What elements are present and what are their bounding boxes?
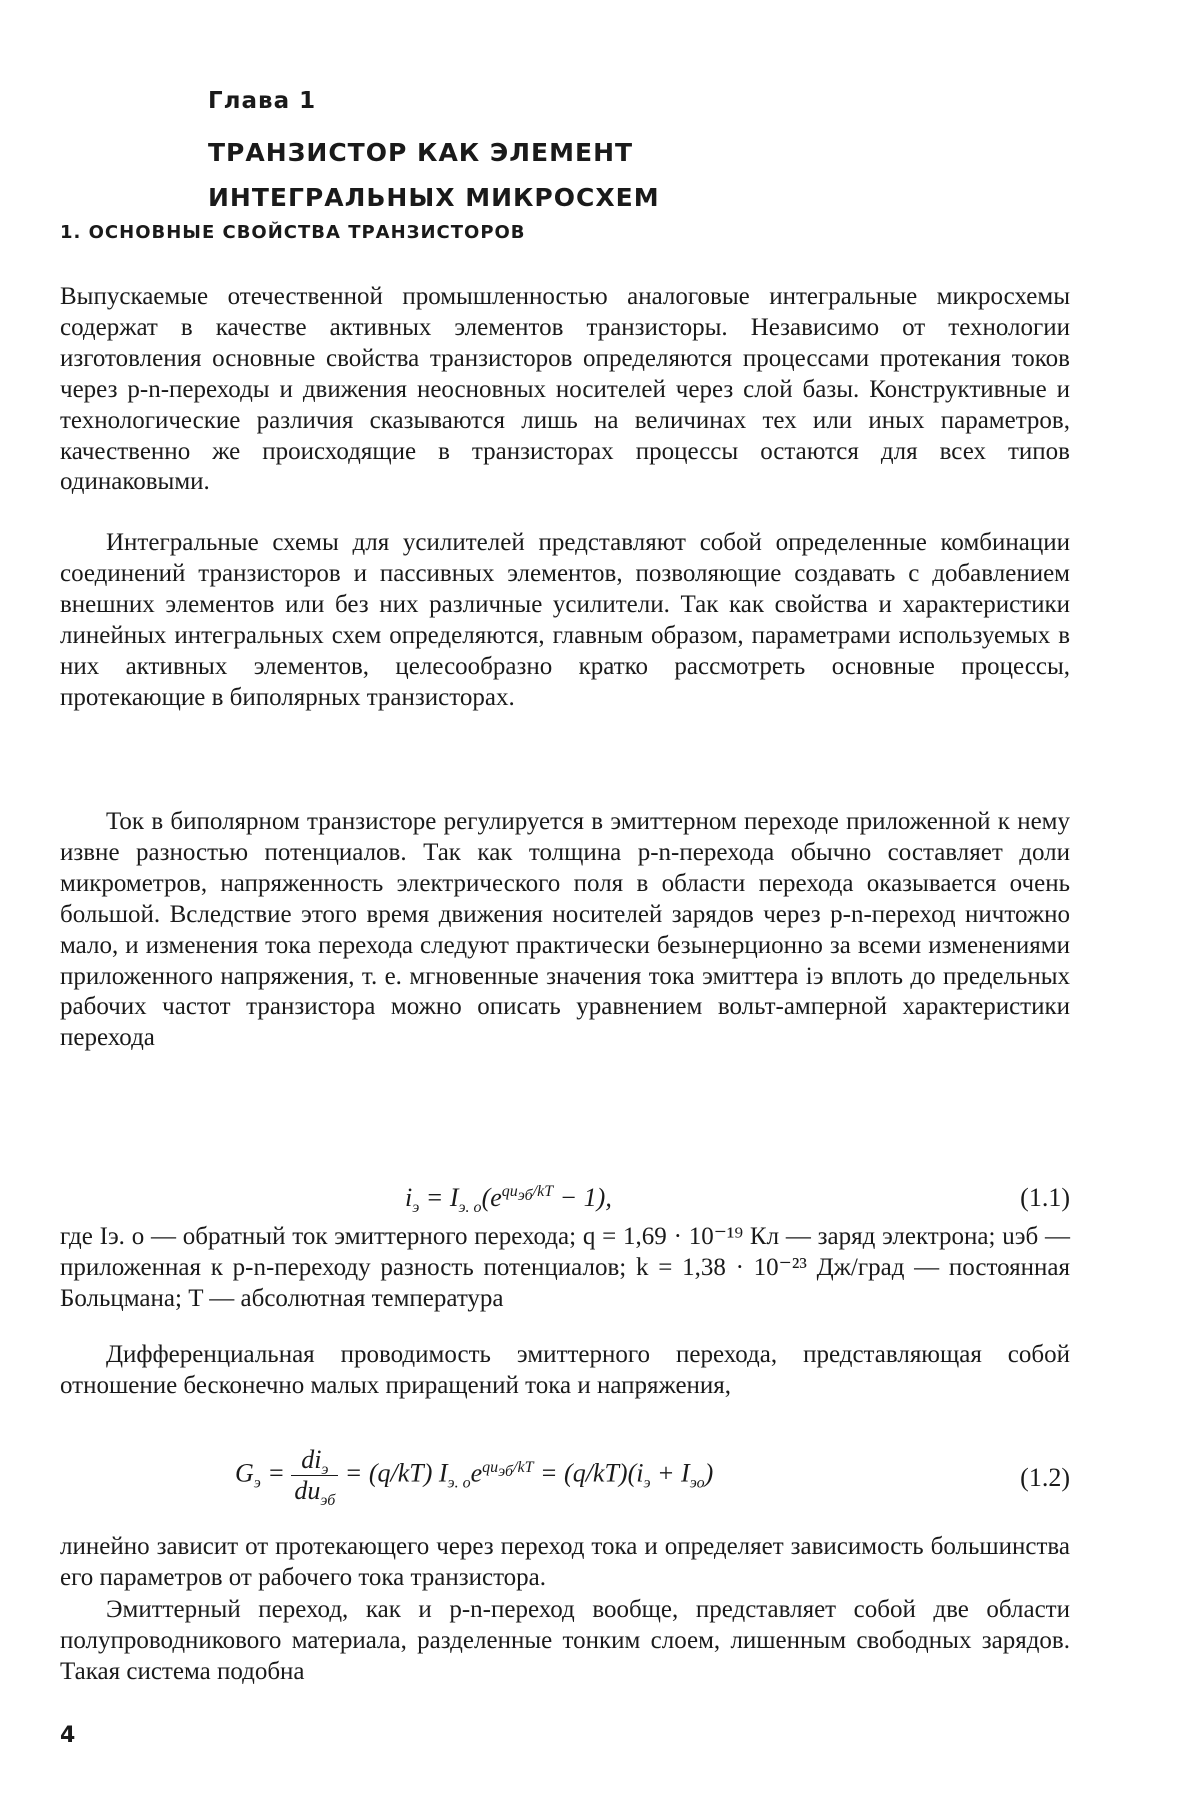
paragraph-4: где Iэ. о — обратный ток эмиттерного перехода; q = 1,69 · 10⁻¹⁹ Кл — заряд электрона; uэб — приложенная к p-n-переходу разность потенциалов; k = 1,38 · 10⁻²³ Дж/град — постоянная Больцмана; T — абсолютная температура (60, 1223, 1070, 1312)
paragraph-5: Дифференциальная проводимость эмиттерного перехода, представляющая собой отношение бесконечно малых приращений тока и напряжения, (60, 1341, 1070, 1399)
equation-1-2-expression: $G_э$ = $\frac{di_э}{du_{эб}}$ = (q/kT) $I_{э. о}e^{qu_{эб}/kT} = (q/kT)(i_э + I_{эо})$ (235, 1445, 714, 1510)
chapter-title-line-1: ТРАНЗИСТОР КАК ЭЛЕМЕНТ (208, 138, 634, 167)
equation-1-1 (60, 1183, 1070, 1223)
section-heading: 1. ОСНОВНЫЕ СВОЙСТВА ТРАНЗИСТОРОВ (60, 222, 526, 243)
chapter-title (208, 130, 660, 220)
page-number: 4 (60, 1723, 76, 1748)
equation-1-2 (60, 1445, 1070, 1515)
paragraph-1: Выпускаемые отечественной промышленностью аналоговые интегральные микросхемы содержат в качестве активных элементов транзисторы. Независимо от технологии изготовления основные свойства транзисторов определяются процессами протекания токов через p-n-переходы и движения неосновных носителей через слой базы. Конструктивные и технологические различия сказываются лишь на величинах тех или иных параметров, качественно же происходящие в транзисторах процессы остаются для всех типов одинаковыми. (60, 283, 1070, 496)
equation-1-2-fraction: $\frac{di_э}{du_{эб}}$ (291, 1445, 338, 1506)
chapter-title-line-2: ИНТЕГРАЛЬНЫХ МИКРОСХЕМ (208, 183, 660, 212)
equation-1-2-number: (1.2) (1020, 1463, 1070, 1492)
chapter-label: Глава 1 (208, 88, 317, 114)
paragraph-6: линейно зависит от протекающего через переход тока и определяет зависимость большинства его параметров от рабочего тока транзистора. (60, 1533, 1070, 1591)
paragraph-7: Эмиттерный переход, как и p-n-переход вообще, представляет собой две области полупроводникового материала, разделенные тонким слоем, лишенным свободных зарядов. Такая система подобна (60, 1596, 1070, 1685)
paragraph-3: Ток в биполярном транзисторе регулируется в эмиттерном переходе приложенной к нему извне разностью потенциалов. Так как толщина p-n-перехода обычно составляет доли микрометров, напряженность электрического поля в области перехода оказывается очень большой. Вследствие этого время движения носителей зарядов через p-n-переход ничтожно мало, и изменения тока перехода следуют практически безынерционно за всеми изменениями приложенного напряжения, т. е. мгновенные значения тока эмиттера iэ вплоть до предельных рабочих частот транзистора можно описать уравнением вольт-амперной характеристики перехода (60, 808, 1070, 1052)
equation-1-1-expression: $i_э = I_{э. о}(e^{qu_{эб}/kT} - 1)$, (405, 1183, 612, 1217)
paragraph-2: Интегральные схемы для усилителей представляют собой определенные комбинации соединений транзисторов и пассивных элементов, позволяющие создавать с добавлением внешних элементов или без них различные усилители. Так как свойства и характеристики линейных интегральных схем определяются, главным образом, параметрами используемых в них активных элементов, целесообразно кратко рассмотреть основные процессы, протекающие в биполярных транзисторах. (60, 529, 1070, 711)
equation-1-1-number: (1.1) (1020, 1183, 1070, 1212)
